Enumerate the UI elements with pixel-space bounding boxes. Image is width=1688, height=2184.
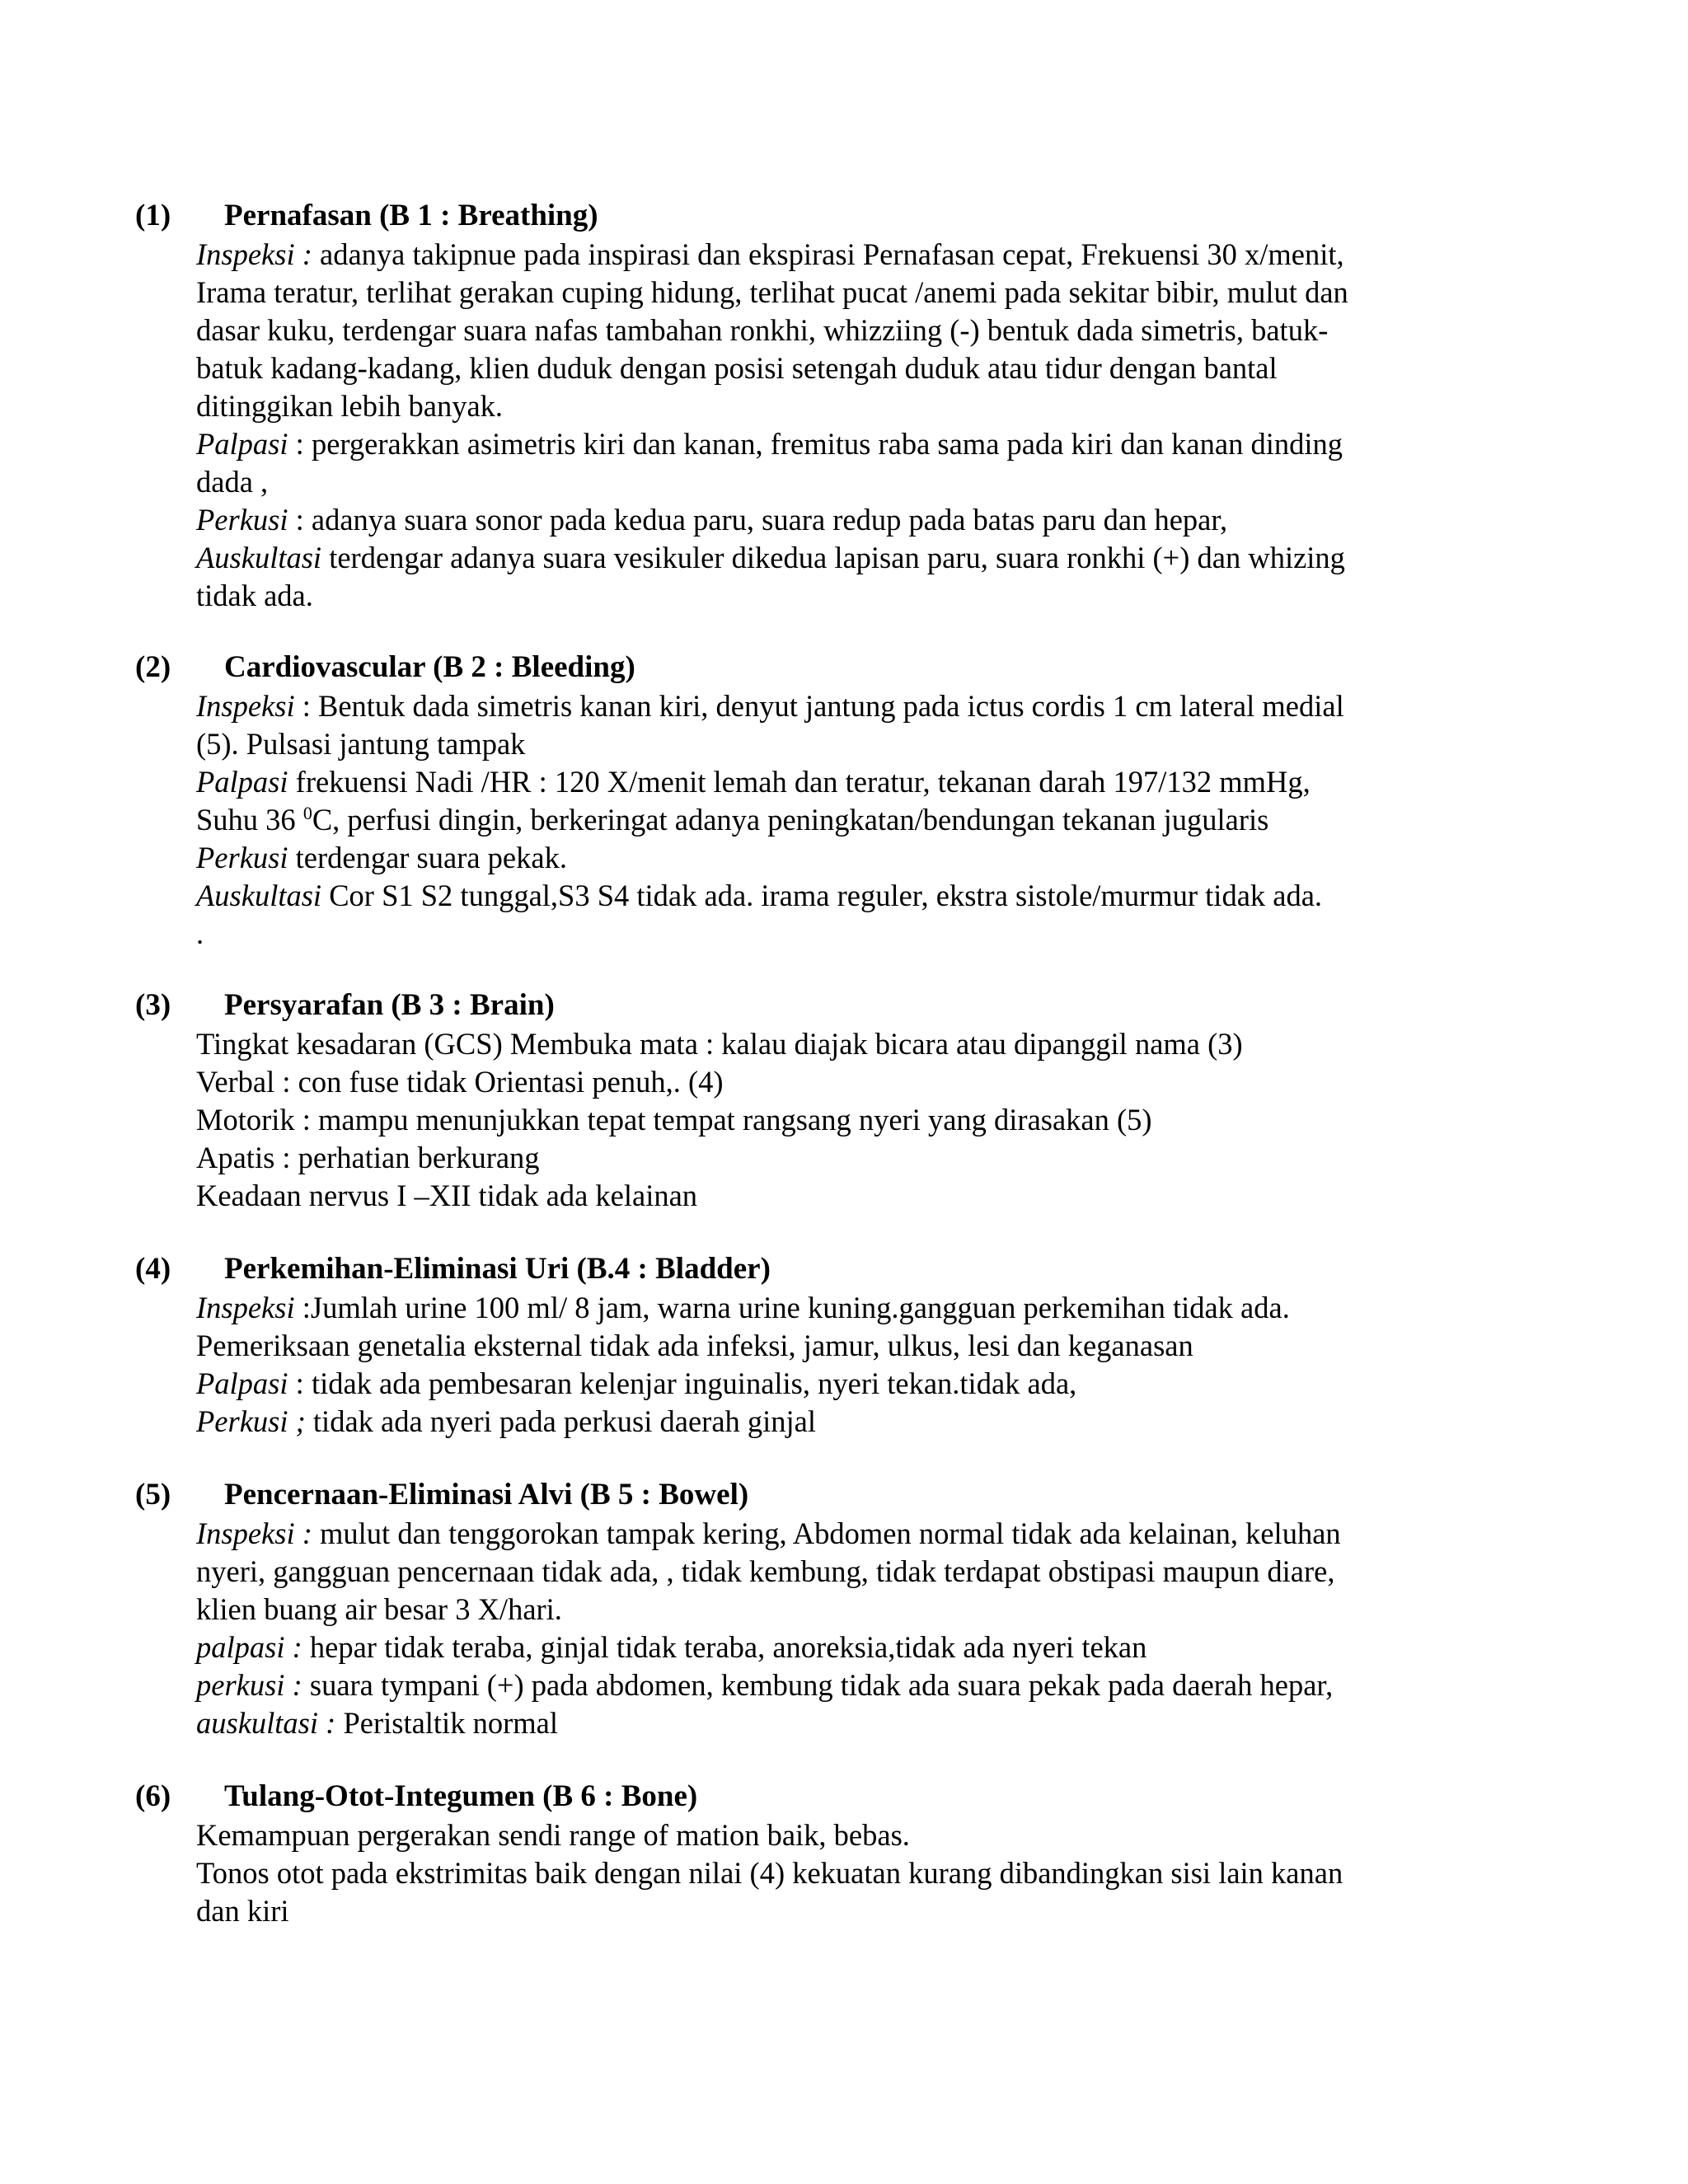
text-line: Irama teratur, terlihat gerakan cuping hidung, terlihat pucat /anemi pada sekitar bibir, mulut dan xyxy=(196,275,1348,309)
text-line: Motorik : mampu menunjukkan tepat tempat rangsang nyeri yang dirasakan (5) xyxy=(196,1103,1152,1137)
text-line: dasar kuku, terdengar suara nafas tambahan ronkhi, whizziing (-) bentuk dada simetris, batuk- xyxy=(196,313,1329,347)
text-line: Pemeriksaan genetalia eksternal tidak ada infeksi, jamur, ulkus, lesi dan keganasan xyxy=(196,1329,1193,1362)
text-line: Suhu 36 $^0$C, perfusi dingin, berkeringat adanya peningkatan/bendungan tekanan jugularis xyxy=(196,802,1269,837)
exam-label: Inspeksi xyxy=(196,689,295,723)
exam-label: Inspeksi xyxy=(196,1291,295,1324)
section-number: (6) xyxy=(135,1779,171,1813)
exam-label: Perkusi ; xyxy=(196,1404,306,1438)
exam-label: Palpasi xyxy=(196,1366,288,1400)
exam-label: Auskultasi xyxy=(196,541,322,574)
text-line: dada , xyxy=(196,465,269,499)
section-number: (1) xyxy=(135,199,171,232)
section-5-heading xyxy=(135,1477,748,1513)
text-line: . xyxy=(196,916,204,950)
text-line: Apatis : perhatian berkurang xyxy=(196,1141,540,1174)
section-title: Pernafasan (B 1 : Breathing) xyxy=(224,199,598,232)
text-line: ditinggikan lebih banyak. xyxy=(196,389,504,423)
text-line: palpasi : hepar tidak teraba, ginjal tidak teraba, anoreksia,tidak ada nyeri tekan xyxy=(196,1630,1147,1664)
section-title: Persyarafan (B 3 : Brain) xyxy=(224,988,555,1022)
section-title: Perkemihan-Eliminasi Uri (B.4 : Bladder) xyxy=(224,1252,771,1286)
text-line: nyeri, gangguan pencernaan tidak ada, , tidak kembung, tidak terdapat obstipasi maupun diare, xyxy=(196,1554,1335,1588)
section-number: (5) xyxy=(135,1478,171,1511)
exam-label: Auskultasi xyxy=(196,879,322,912)
text-line: dan kiri xyxy=(196,1894,289,1928)
exam-label: auskultasi : xyxy=(196,1706,336,1740)
text-line: Palpasi : tidak ada pembesaran kelenjar inguinalis, nyeri tekan.tidak ada, xyxy=(196,1366,1077,1400)
exam-label: Perkusi xyxy=(196,841,288,874)
exam-label: Palpasi xyxy=(196,765,288,799)
text-line: Auskultasi Cor S1 S2 tunggal,S3 S4 tidak ada. irama reguler, ekstra sistole/murmur tidak ada. xyxy=(196,879,1323,912)
text-line: Inspeksi : adanya takipnue pada inspirasi dan ekspirasi Pernafasan cepat, Frekuensi 30 x/menit, xyxy=(196,237,1344,271)
section-2-body xyxy=(196,687,1344,953)
text-line: Perkusi terdengar suara pekak. xyxy=(196,841,567,874)
section-1-heading xyxy=(135,198,598,234)
text-line: Perkusi ; tidak ada nyeri pada perkusi daerah ginjal xyxy=(196,1404,817,1438)
section-number: (2) xyxy=(135,650,171,684)
section-2-heading xyxy=(135,649,635,686)
text-line: Kemampuan pergerakan sendi range of mation baik, bebas. xyxy=(196,1818,910,1852)
text-line: Tingkat kesadaran (GCS) Membuka mata : kalau diajak bicara atau dipanggil nama (3) xyxy=(196,1027,1243,1061)
text-line: batuk kadang-kadang, klien duduk dengan posisi setengah duduk atau tidur dengan bantal xyxy=(196,351,1278,385)
exam-label: perkusi : xyxy=(196,1668,302,1702)
section-5-body xyxy=(196,1515,1341,1742)
exam-label: Palpasi xyxy=(196,427,288,461)
text-line: (5). Pulsasi jantung tampak xyxy=(196,727,526,761)
text-line: Inspeksi :Jumlah urine 100 ml/ 8 jam, warna urine kuning.gangguan perkemihan tidak ada. xyxy=(196,1291,1290,1324)
text-line: Tonos otot pada ekstrimitas baik dengan nilai (4) kekuatan kurang dibandingkan sisi lain kanan xyxy=(196,1856,1343,1890)
text-line: Auskultasi terdengar adanya suara vesikuler dikedua lapisan paru, suara ronkhi (+) dan whizing xyxy=(196,541,1345,574)
text-line: Inspeksi : mulut dan tenggorokan tampak kering, Abdomen normal tidak ada kelainan, keluhan xyxy=(196,1516,1341,1550)
section-3-body xyxy=(196,1025,1243,1215)
text-line: Verbal : con fuse tidak Orientasi penuh,. (4) xyxy=(196,1065,724,1099)
degree-superscript: 0 xyxy=(302,802,312,823)
section-6-body xyxy=(196,1816,1343,1930)
section-3-heading xyxy=(135,987,555,1024)
text-line: Keadaan nervus I –XII tidak ada kelainan xyxy=(196,1179,698,1212)
section-title: Tulang-Otot-Integumen (B 6 : Bone) xyxy=(224,1779,698,1813)
exam-label: palpasi : xyxy=(196,1630,302,1664)
section-number: (3) xyxy=(135,988,171,1022)
text-line: Palpasi frekuensi Nadi /HR : 120 X/menit lemah dan teratur, tekanan darah 197/132 mmHg, xyxy=(196,765,1311,799)
text-line: Inspeksi : Bentuk dada simetris kanan kiri, denyut jantung pada ictus cordis 1 cm lateral medial xyxy=(196,689,1344,723)
text-line: auskultasi : Peristaltik normal xyxy=(196,1706,558,1740)
section-4-body xyxy=(196,1289,1290,1441)
text-line: perkusi : suara tympani (+) pada abdomen, kembung tidak ada suara pekak pada daerah hepar, xyxy=(196,1668,1334,1702)
exam-label: Perkusi xyxy=(196,503,288,537)
exam-label: Inspeksi : xyxy=(196,237,312,271)
text-line: Palpasi : pergerakkan asimetris kiri dan kanan, fremitus raba sama pada kiri dan kanan dinding xyxy=(196,427,1343,461)
section-title: Pencernaan-Eliminasi Alvi (B 5 : Bowel) xyxy=(224,1478,749,1511)
section-4-heading xyxy=(135,1251,771,1287)
section-6-heading xyxy=(135,1779,697,1815)
section-number: (4) xyxy=(135,1252,171,1286)
text-line: tidak ada. xyxy=(196,579,313,612)
text-line: klien buang air besar 3 X/hari. xyxy=(196,1592,562,1626)
exam-label: Inspeksi : xyxy=(196,1516,312,1550)
section-title: Cardiovascular (B 2 : Bleeding) xyxy=(224,650,635,684)
text-line: Perkusi : adanya suara sonor pada kedua paru, suara redup pada batas paru dan hepar, xyxy=(196,503,1228,537)
section-1-body xyxy=(196,236,1348,615)
